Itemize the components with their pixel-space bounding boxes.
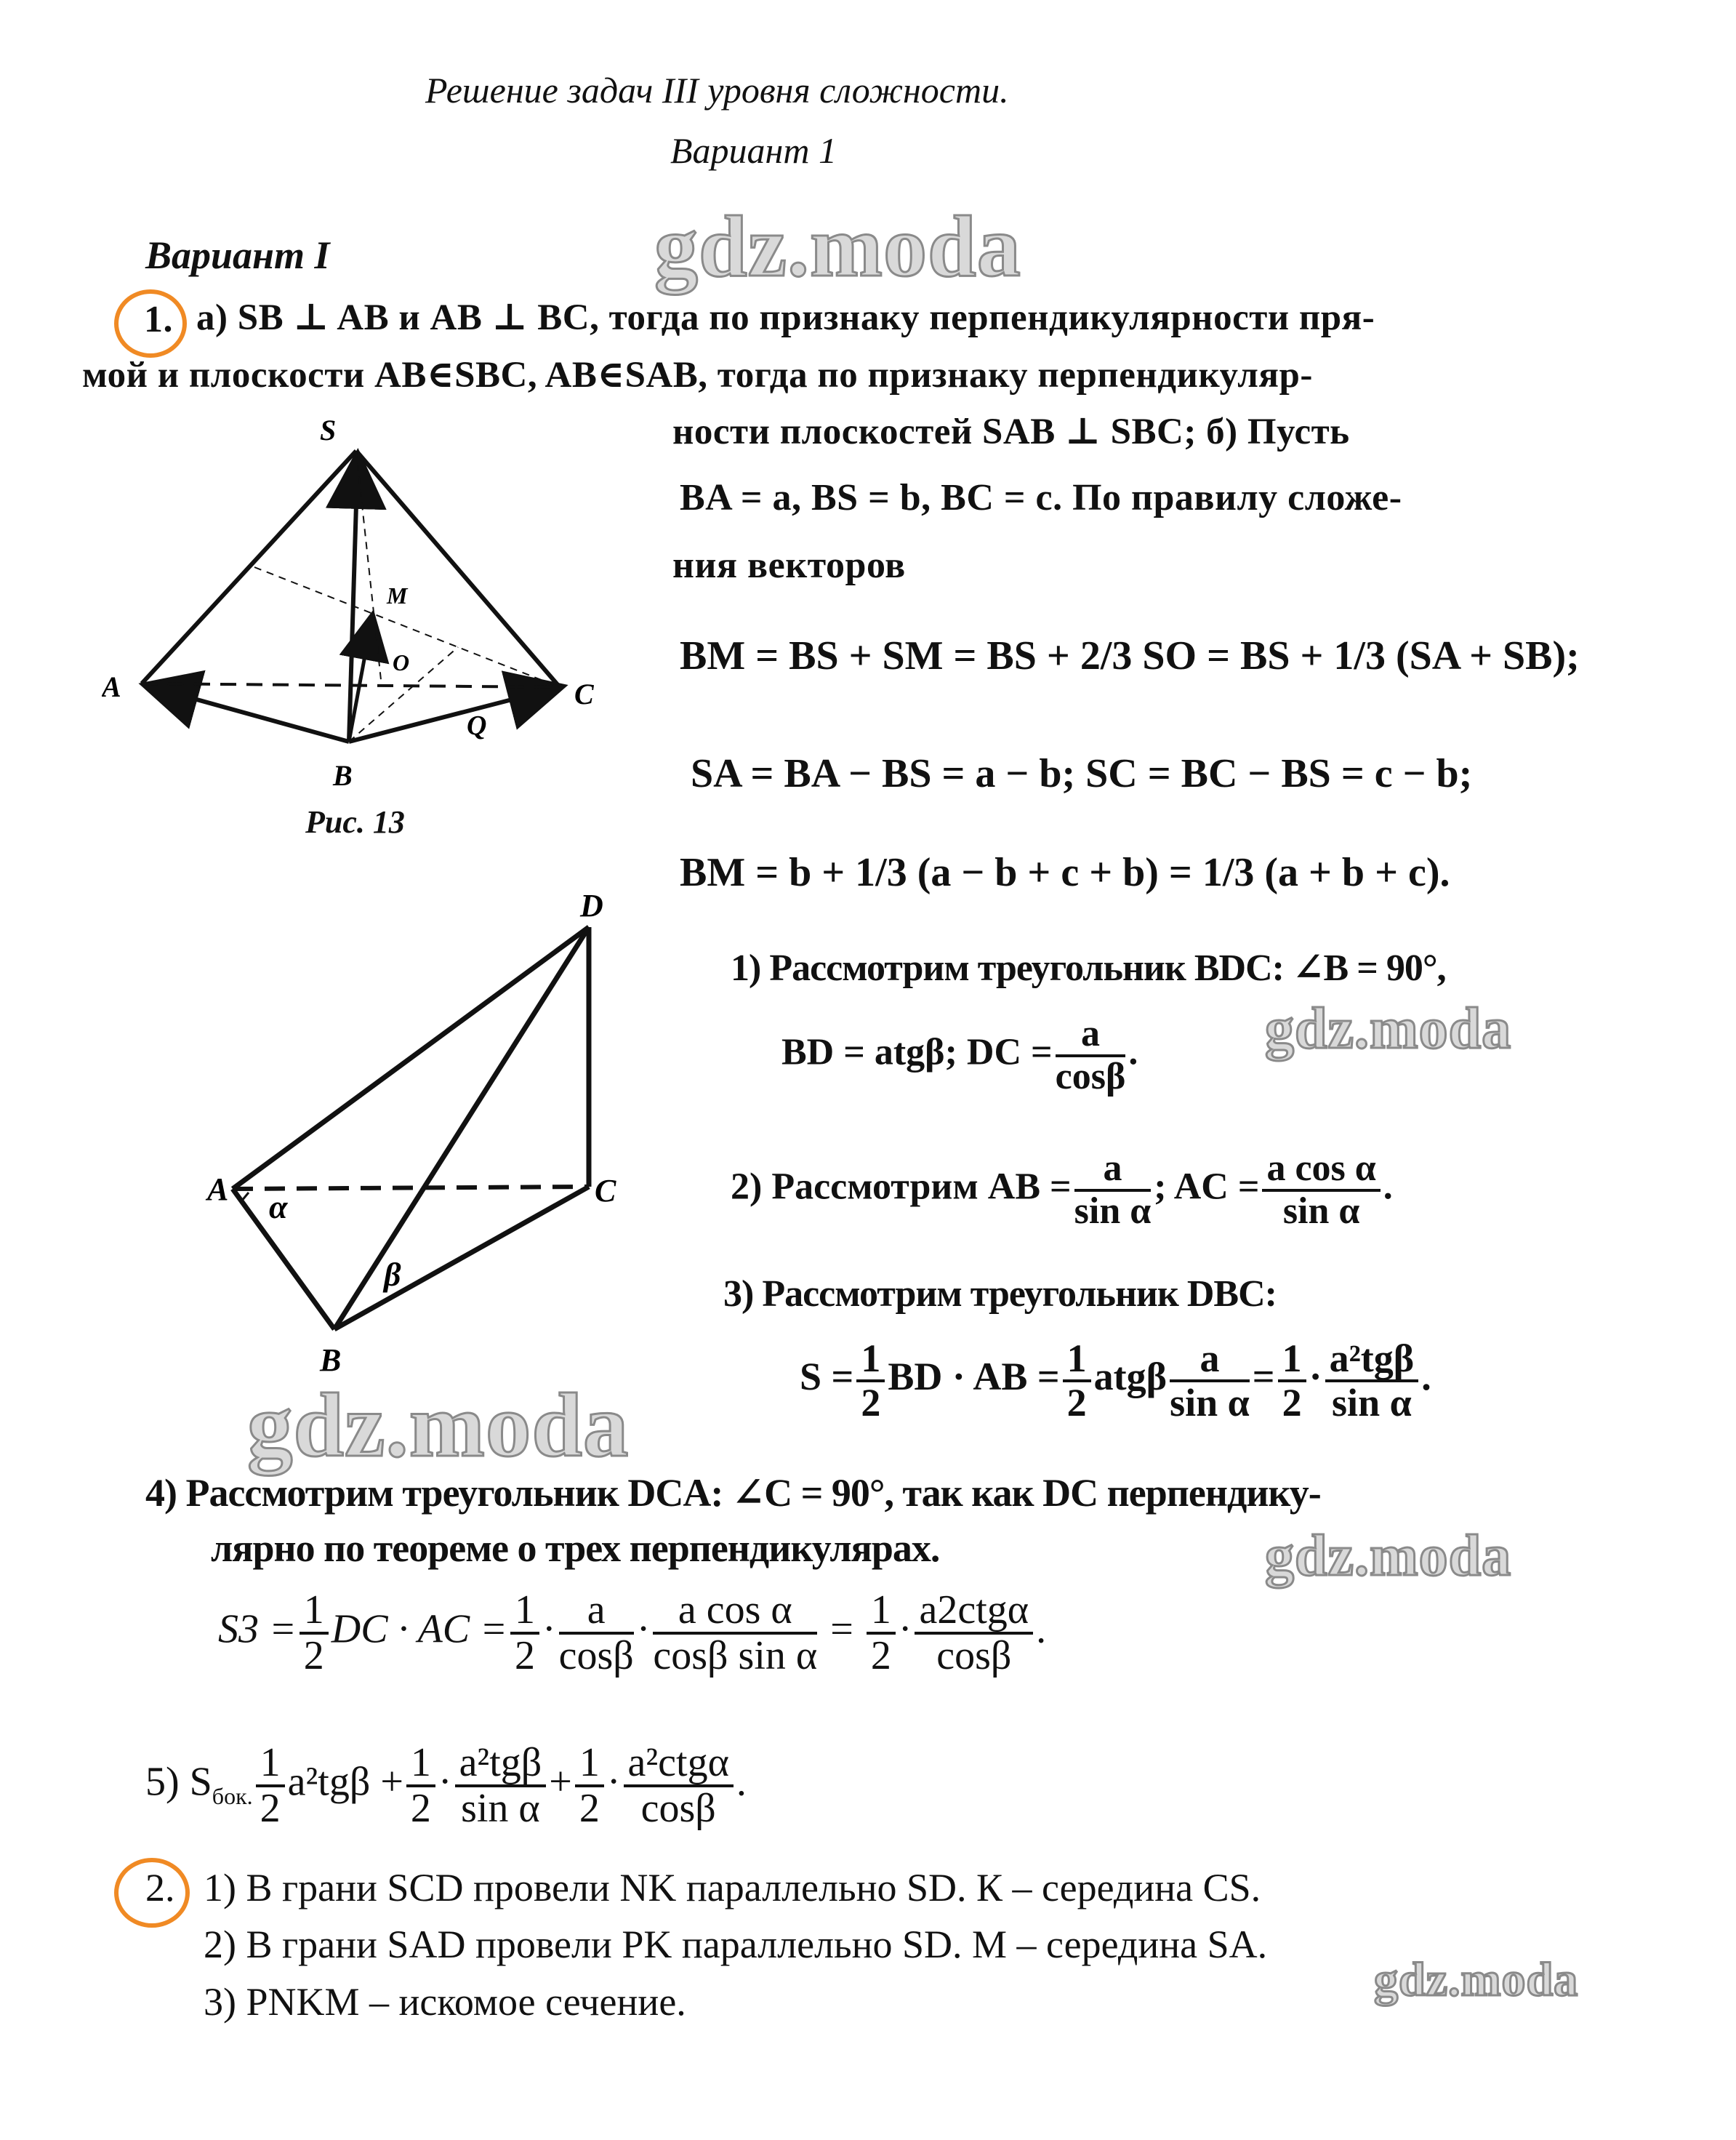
step-5-subscript: бок. <box>212 1782 253 1809</box>
fraction-denominator: 2 <box>260 1785 281 1831</box>
label-alpha: α <box>269 1188 288 1225</box>
watermark: gdz.moda <box>1265 997 1512 1061</box>
watermark: gdz.moda <box>654 198 1021 294</box>
step-2-label: 2) Рассмотрим AB = <box>731 1166 1072 1208</box>
half-fraction <box>406 1742 435 1830</box>
half-fraction <box>256 1742 285 1830</box>
formula-middle: BD · AB = <box>888 1355 1060 1399</box>
watermark: gdz.moda <box>1265 1524 1512 1588</box>
fraction-denominator: cosβ sin α <box>653 1632 818 1678</box>
fraction-numerator: a²ctgα <box>624 1742 734 1787</box>
half-fraction <box>856 1338 885 1423</box>
variant-title: Вариант I <box>145 233 330 277</box>
fraction-denominator: sin α <box>1170 1380 1250 1424</box>
vector-ba <box>147 686 349 742</box>
result-fraction <box>1325 1338 1419 1423</box>
step-3-text: 3) Рассмотрим треугольник DBC: <box>723 1273 1277 1315</box>
step-5-formula: 5) $S_{бок.}$ $\frac{1}{2}$ a²tgβ + $\frac{1}{2}$ · $\frac{\text{a²tgβ}}{\text{sin α}}$ + $\frac{1}{2}$ · $\frac{\text{a²ctgα}}{\cos\beta}$ . <box>145 1740 747 1831</box>
figure-13-pyramid <box>102 407 625 829</box>
step-1-fraction <box>1056 1014 1126 1097</box>
fraction-numerator: a <box>559 1589 634 1635</box>
problem-1-number: 1. <box>144 299 173 340</box>
median-s <box>356 451 382 686</box>
step-2-ac-fraction <box>1262 1149 1380 1231</box>
fraction-numerator: a cos α <box>1262 1149 1380 1192</box>
fraction-numerator: a²tgβ <box>455 1742 547 1787</box>
fraction-denominator: sin α <box>461 1785 540 1831</box>
fraction-denominator: sin α <box>1332 1380 1412 1424</box>
fraction-denominator: cosβ <box>558 1632 634 1678</box>
fraction-numerator: a2ctgα <box>915 1589 1033 1635</box>
formula-fraction <box>1170 1338 1250 1423</box>
label-a: A <box>102 670 121 703</box>
step-2-ab-fraction <box>1074 1149 1152 1231</box>
label-b: B <box>333 759 353 792</box>
label-o: O <box>393 649 410 676</box>
label-c: C <box>595 1173 616 1209</box>
result-fraction <box>915 1589 1033 1678</box>
step-2-formula: 2) Рассмотрим AB = $\frac{a}{\text{sin α}}$ ; AC = $\frac{\text{a cos α}}{\text{sin α}}$ . <box>731 1147 1393 1232</box>
vectors-definition-cont: ния векторов <box>672 545 906 586</box>
label-a: A <box>207 1171 229 1207</box>
step-5-term: a²tgβ + <box>287 1759 403 1805</box>
label-beta: β <box>384 1256 401 1293</box>
edge-da <box>233 927 589 1189</box>
area-label: S3 = <box>218 1606 297 1652</box>
fraction-denominator: 2 <box>1282 1380 1302 1424</box>
fraction-numerator: 1 <box>1063 1338 1091 1382</box>
fraction-denominator: 2 <box>870 1632 891 1678</box>
half-fraction <box>867 1589 896 1678</box>
problem-2-number: 2. <box>145 1866 175 1909</box>
fraction-denominator: 2 <box>1066 1380 1087 1424</box>
label-d: D <box>580 888 603 923</box>
label-c: C <box>574 678 594 710</box>
equation-bm-result: BM = b + 1/3 (a − b + c + b) = 1/3 (a + b + c). <box>680 850 1450 895</box>
equals-sign: = <box>1252 1355 1275 1399</box>
fraction-numerator: a²tgβ <box>1325 1338 1419 1382</box>
equation-bm: BM = BS + SM = BS + 2/3 SO = BS + 1/3 (SA + SB); <box>680 633 1580 678</box>
problem-2-line1: 1) В грани SCD провели NK параллельно SD. К – середина CS. <box>204 1866 1261 1909</box>
fraction-denominator: sin α <box>1282 1190 1360 1232</box>
step-1-formula-left: BD = atgβ; DC = <box>781 1031 1053 1073</box>
half-fraction <box>575 1742 604 1830</box>
label-m: M <box>387 582 408 609</box>
area-label: S = <box>800 1355 854 1399</box>
fraction-denominator: 2 <box>410 1785 431 1831</box>
fraction-numerator: 1 <box>575 1742 604 1787</box>
fraction-denominator: cosβ <box>936 1632 1012 1678</box>
fraction-denominator: 2 <box>579 1785 600 1831</box>
fraction-denominator: 2 <box>861 1380 881 1424</box>
step-2-ac-label: ; AC = <box>1154 1166 1260 1208</box>
step-1-formula: BD = atgβ; DC = $\frac{a}{\cos\beta}$ . <box>781 1013 1138 1097</box>
fraction-denominator: 2 <box>514 1632 535 1678</box>
figure-caption: Рис. 13 <box>305 804 405 840</box>
equation-sa-sc: SA = BA − BS = a − b; SC = BC − BS = c − b; <box>691 751 1473 796</box>
problem-2-line2: 2) В грани SAD провели PK параллельно SD. М – середина SA. <box>204 1923 1268 1966</box>
problem-1-part-a-line1: а) SB ⊥ AB и AB ⊥ BC, тогда по признаку перпендикулярности пря- <box>196 297 1375 338</box>
page-header-title: Решение задач III уровня сложности. <box>425 70 1009 111</box>
fraction-numerator: 1 <box>856 1338 885 1382</box>
fraction-denominator: 2 <box>303 1632 324 1678</box>
fraction-numerator: a <box>1056 1014 1126 1057</box>
vectors-definition: BA = a, BS = b, BC = c. По правилу сложе- <box>680 477 1402 518</box>
step-5-label: 5) S <box>145 1759 212 1805</box>
fraction-numerator: 1 <box>1278 1338 1306 1382</box>
label-b: B <box>320 1342 342 1378</box>
half-fraction <box>510 1589 539 1678</box>
fraction-numerator: a cos α <box>653 1589 817 1635</box>
step-4-formula: S3 = $\frac{1}{2}$ DC · AC = $\frac{1}{2}$ · $\frac{a}{\cos\beta}$ · $\frac{\text{a cos α}}{\text{cosβ sin α}}$ = $\frac{1}{2}$ · $\frac{\text{a2ctgα}}{\cos\beta}$ . <box>218 1587 1047 1678</box>
label-q: Q <box>467 710 487 741</box>
fraction-numerator: a <box>1074 1149 1152 1192</box>
fraction-numerator: 1 <box>867 1589 896 1635</box>
fraction-numerator: 1 <box>510 1589 539 1635</box>
half-fraction <box>300 1589 329 1678</box>
fraction-numerator: a <box>1170 1338 1250 1382</box>
edge-db <box>334 927 589 1329</box>
label-s: S <box>320 414 337 446</box>
step-3-formula: S = $\frac{1}{2}$ BD · AB = $\frac{1}{2}$ atgβ $\frac{a}{\text{sin α}}$ = $\frac{1}{2}$ · $\frac{\text{a²tgβ}}{\text{sin α}}$ . <box>800 1337 1431 1424</box>
formula-middle-2: atgβ <box>1093 1355 1168 1399</box>
fraction-denominator: sin α <box>1074 1190 1152 1232</box>
fraction-denominator: cosβ <box>640 1785 716 1831</box>
problem-1-part-a-line3: ности плоскостей SAB ⊥ SBC; б) Пусть <box>672 412 1350 452</box>
edge-sc <box>356 451 560 687</box>
problem-2-line3: 3) PNKM – искомое сечение. <box>204 1980 686 2024</box>
formula-fraction-2 <box>653 1589 817 1678</box>
figure-tetrahedron <box>196 887 647 1382</box>
watermark: gdz.moda <box>1374 1953 1579 2006</box>
page-header-variant: Вариант 1 <box>670 130 837 171</box>
fraction-denominator: cosβ <box>1055 1055 1126 1097</box>
problem-1-part-a-line2: мой и плоскости AB∈SBC, AB∈SAB, тогда по признаку перпендикуляр- <box>82 355 1313 396</box>
edge-bc <box>334 1187 589 1329</box>
step-4-line1: 4) Рассмотрим треугольник DCA: ∠C = 90°, так как DC перпендику- <box>145 1471 1321 1515</box>
fraction-numerator: 1 <box>256 1742 285 1787</box>
formula-fraction-2 <box>624 1742 734 1830</box>
fraction-numerator: 1 <box>300 1589 329 1635</box>
step-1-text: 1) Рассмотрим треугольник BDC: ∠B = 90°, <box>731 947 1446 989</box>
formula-fraction-1 <box>455 1742 547 1830</box>
edge-sa <box>142 451 356 684</box>
watermark: gdz.moda <box>247 1376 630 1476</box>
half-fraction <box>1278 1338 1306 1423</box>
formula-middle: DC · AC = <box>331 1606 507 1652</box>
step-4-line2: лярно по теореме о трех перпендикулярах. <box>211 1526 940 1570</box>
fraction-numerator: 1 <box>406 1742 435 1787</box>
formula-fraction-1 <box>559 1589 634 1678</box>
half-fraction <box>1063 1338 1091 1423</box>
